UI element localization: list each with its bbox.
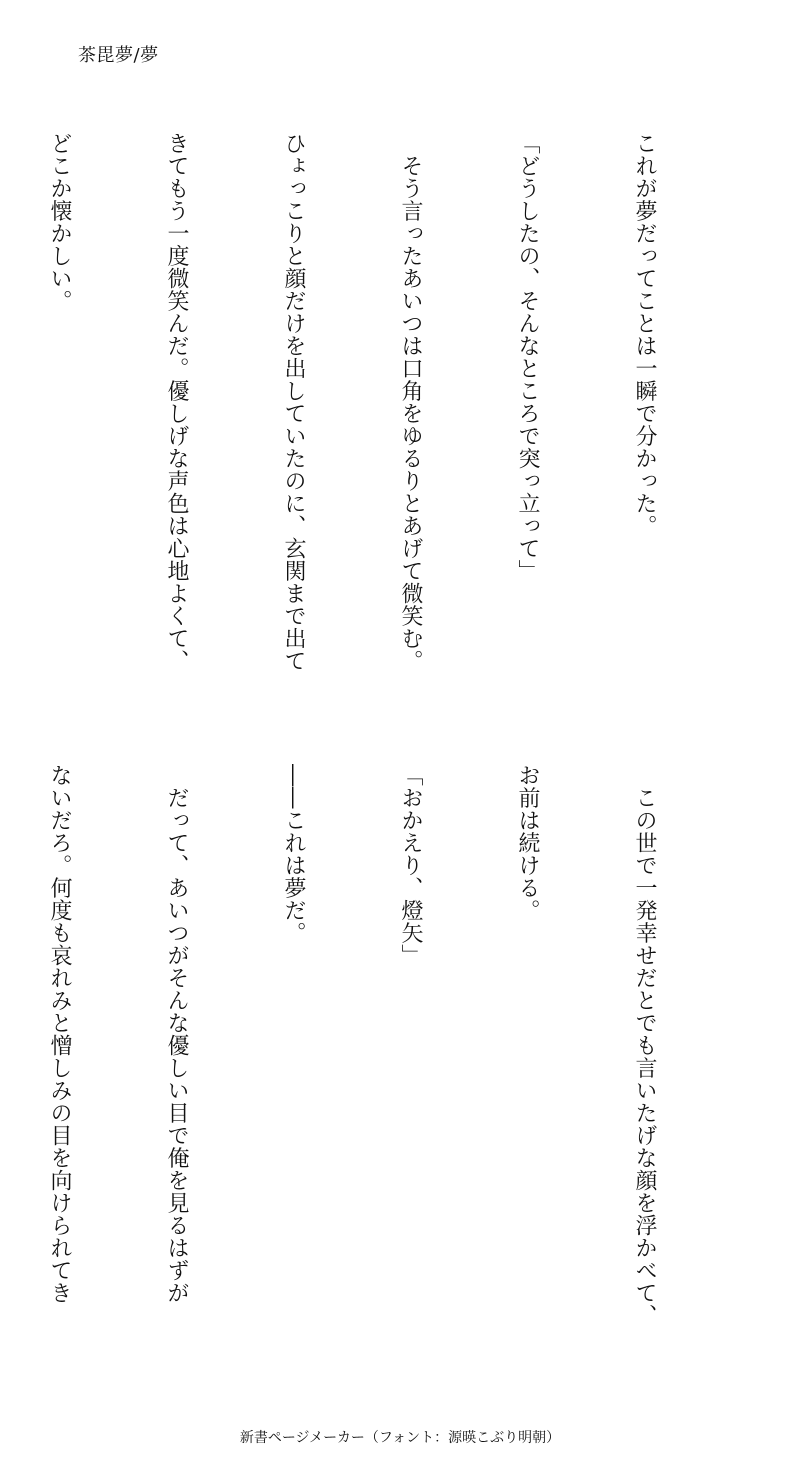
text-line: どこか懐かしい。 [47,132,72,312]
text-line: きてもう一度微笑んだ。優しげな声色は心地よくて、 [164,132,189,672]
text-line: これが夢だってことは一瞬で分かった。 [632,132,657,537]
text-line: お前は続ける。 [515,764,540,922]
text-line: この世で一発幸せだとでも言いたげな顔を浮かべて、 [632,764,657,1327]
page-title: 茶毘夢/夢 [78,45,159,66]
page-footer-credit: 新書ページメーカー（フォント：源暎こぶり明朝） [239,1430,561,1446]
lower-text-block [47,764,742,1327]
text-line: 「どうしたの、そんなところで突っ立って」 [515,132,540,582]
text-line: ――これは夢だ。 [281,764,306,944]
text-line: そう言ったあいつは口角をゆるりとあげて微笑む。 [398,132,423,672]
text-line: ひょっこりと顔だけを出していたのに、玄関まで出て [281,132,306,672]
text-line: 「おかえり、燈矢」 [398,764,423,967]
upper-text-block [47,132,742,692]
text-line: ないだろ。何度も哀れみと憎しみの目を向けられてき [47,764,72,1304]
text-line: だって、あいつがそんな優しい目で俺を見るはずが [164,764,189,1304]
